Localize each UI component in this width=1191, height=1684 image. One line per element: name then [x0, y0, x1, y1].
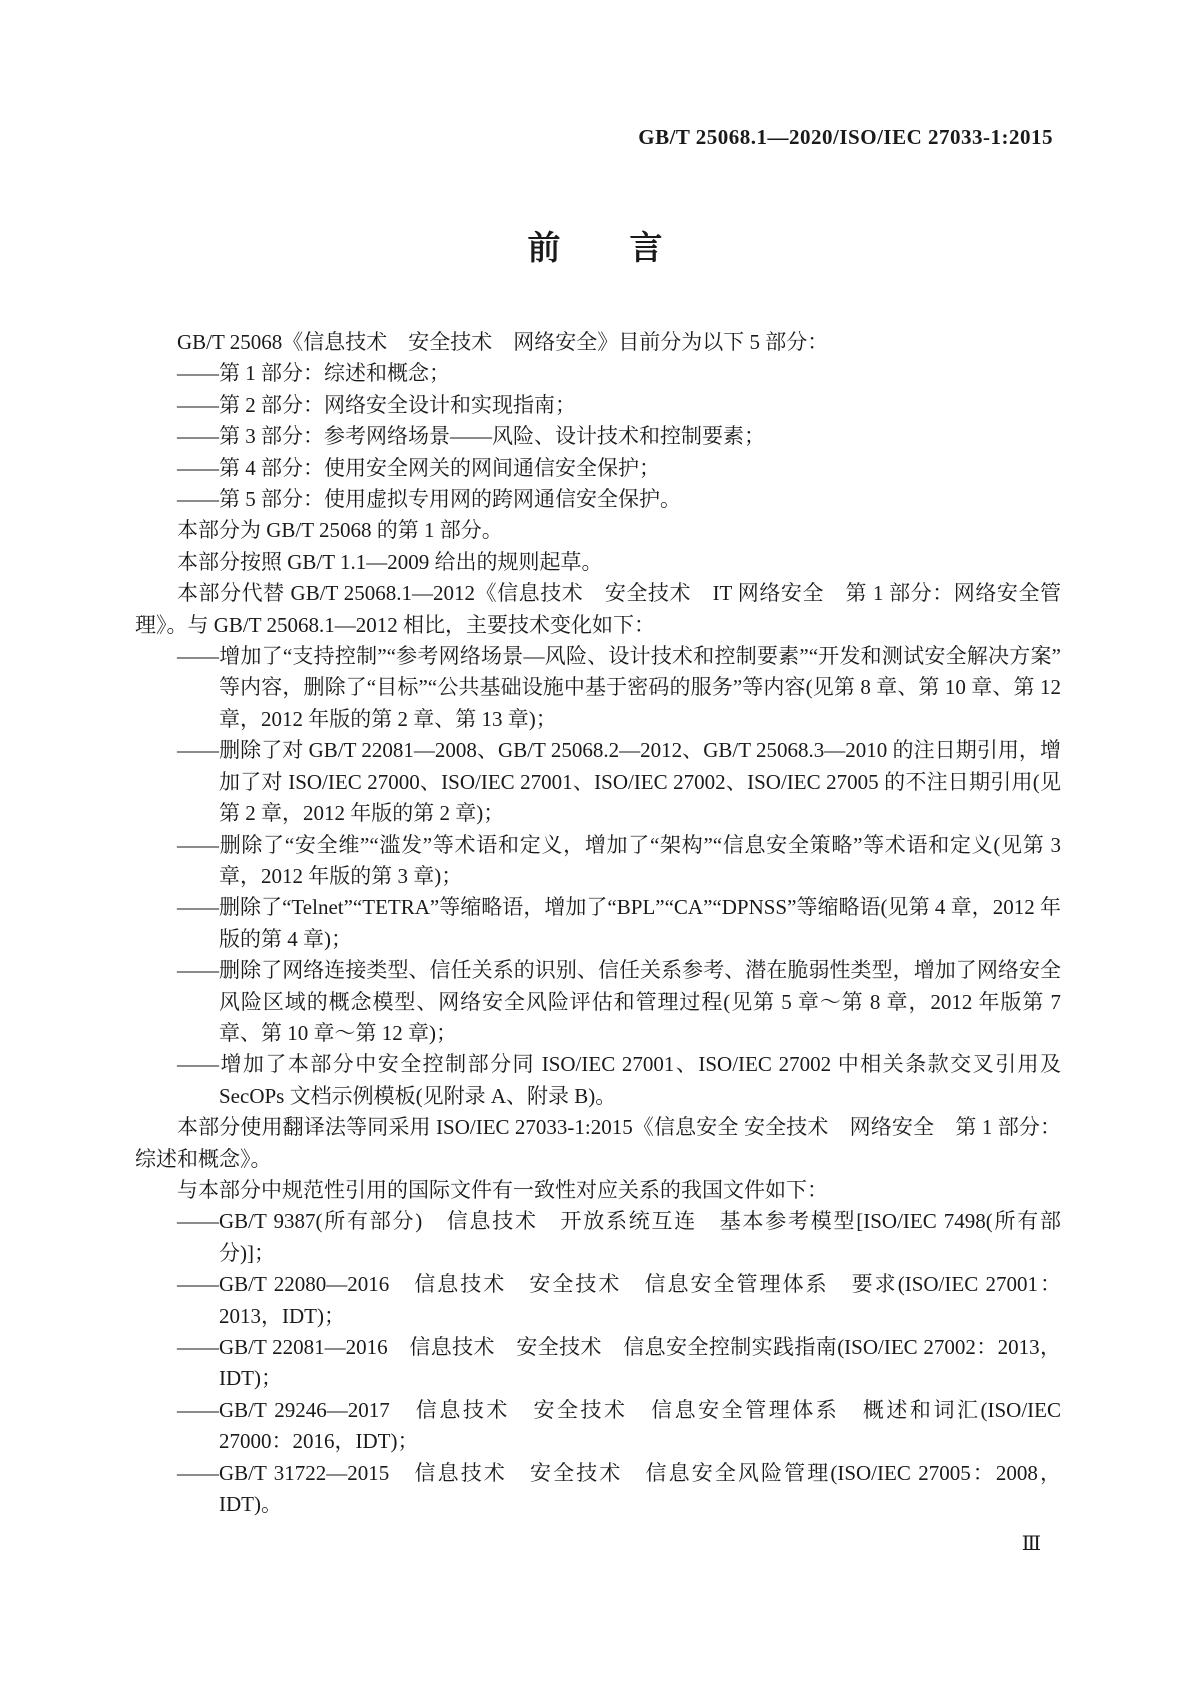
foreword-paragraph: GB/T 25068《信息技术 安全技术 网络安全》目前分为以下 5 部分：	[177, 330, 829, 354]
page-number: Ⅲ	[1021, 1533, 1041, 1555]
foreword-list-item: ——删除了对 GB/T 22081—2008、GB/T 25068.2—2012、GB/T 25068.3—2010 的注日期引用，增加了对 ISO/IEC 27000、ISO/IEC 27001、ISO/IEC 27002、ISO/IEC 27005 的不注日期引用(见第 2 章，2012 年版的第 2 章)；	[177, 738, 1061, 826]
foreword-list-item: ——第 5 部分：使用虚拟专用网的跨网通信安全保护。	[177, 487, 681, 512]
foreword-title: 前 言	[527, 229, 664, 266]
document-body	[135, 327, 1061, 1520]
foreword-list-item: ——GB/T 22080—2016 信息技术 安全技术 信息安全管理体系 要求(ISO/IEC 27001：2013，IDT)；	[177, 1272, 1061, 1328]
foreword-paragraph: 本部分代替 GB/T 25068.1—2012《信息技术 安全技术 IT 网络安全 第 1 部分：网络安全管理》。与 GB/T 25068.1—2012 相比，主要技术变化如下：	[135, 581, 1061, 637]
foreword-paragraph: 本部分使用翻译法等同采用 ISO/IEC 27033-1:2015《信息安全 安全技术 网络安全 第 1 部分：综述和概念》。	[135, 1115, 1061, 1171]
foreword-list-item: ——第 4 部分：使用安全网关的网间通信安全保护；	[177, 455, 660, 480]
foreword-paragraph: 本部分按照 GB/T 1.1—2009 给出的规则起草。	[177, 549, 603, 574]
foreword-list-item: ——第 2 部分：网络安全设计和实现指南；	[177, 392, 576, 417]
foreword-paragraph: 与本部分中规范性引用的国际文件有一致性对应关系的我国文件如下：	[177, 1177, 828, 1202]
standard-number-header: GB/T 25068.1—2020/ISO/IEC 27033-1:2015	[638, 125, 1053, 149]
foreword-list-item: ——删除了“Telnet”“TETRA”等缩略语，增加了“BPL”“CA”“DPNSS”等缩略语(见第 4 章，2012 年版的第 4 章)；	[177, 895, 1061, 951]
foreword-list-item: ——删除了“安全维”“滥发”等术语和定义，增加了“架构”“信息安全策略”等术语和定义(见第 3 章，2012 年版的第 3 章)；	[177, 832, 1061, 888]
foreword-list-item: ——增加了“支持控制”“参考网络场景—风险、设计技术和控制要素”“开发和测试安全解决方案”等内容，删除了“目标”“公共基础设施中基于密码的服务”等内容(见第 8 章、第 10 章、第 12 章，2012 年版的第 2 章、第 13 章)；	[177, 644, 1061, 731]
foreword-list-item: ——第 1 部分：综述和概念；	[177, 361, 450, 386]
foreword-list-item: ——删除了网络连接类型、信任关系的识别、信任关系参考、潜在脆弱性类型，增加了网络安全风险区域的概念模型、网络安全风险评估和管理过程(见第 5 章～第 8 章，2012 年版第 7 章、第 10 章～第 12 章)；	[177, 958, 1061, 1045]
foreword-list-item: ——第 3 部分：参考网络场景——风险、设计技术和控制要素；	[177, 424, 765, 449]
foreword-list-item: ——GB/T 31722—2015 信息技术 安全技术 信息安全风险管理(ISO/IEC 27005：2008，IDT)。	[177, 1460, 1061, 1517]
foreword-list-item: ——增加了本部分中安全控制部分同 ISO/IEC 27001、ISO/IEC 27002 中相关条款交叉引用及 SecOPs 文档示例模板(见附录 A、附录 B)。	[177, 1052, 1061, 1108]
foreword-list-item: ——GB/T 29246—2017 信息技术 安全技术 信息安全管理体系 概述和词汇(ISO/IEC 27000：2016，IDT)；	[177, 1397, 1061, 1454]
foreword-paragraph: 本部分为 GB/T 25068 的第 1 部分。	[177, 518, 503, 543]
foreword-list-item: ——GB/T 22081—2016 信息技术 安全技术 信息安全控制实践指南(ISO/IEC 27002：2013，IDT)；	[177, 1335, 1061, 1391]
foreword-list-item: ——GB/T 9387(所有部分) 信息技术 开放系统互连 基本参考模型[ISO/IEC 7498(所有部分)]；	[177, 1209, 1061, 1265]
